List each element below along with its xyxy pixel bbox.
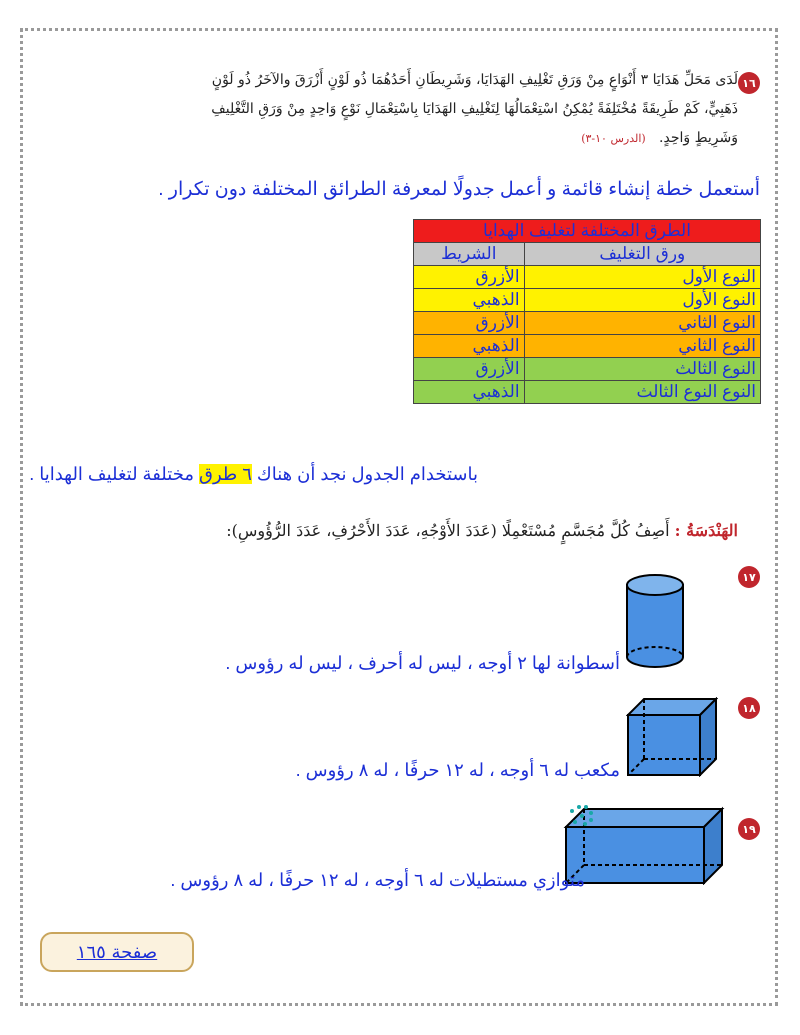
- table-row: [414, 335, 761, 358]
- problem-17-number-badge: ١٧: [738, 566, 760, 588]
- conclusion-highlight: ٦ طرق: [198, 464, 252, 484]
- table-cell-wrap: النوع الثالث: [524, 358, 760, 381]
- wrapping-ways-table: [413, 219, 761, 404]
- geometry-heading: [226, 521, 738, 540]
- cube-icon: [626, 697, 718, 777]
- conclusion-after: مختلفة لتغليف الهدايا .: [29, 464, 194, 484]
- problem-16-line-3-text: وَشَرِيطٍ وَاحِدٍ.: [659, 130, 738, 146]
- table-cell-ribbon: الذهبي: [414, 289, 525, 312]
- table-cell-wrap: النوع الأول: [524, 289, 760, 312]
- problem-18-answer: مكعب له ٦ أوجه ، له ١٢ حرفًا ، له ٨ رؤوس .: [295, 760, 620, 780]
- geometry-label: الهَنْدَسَةُ :: [674, 521, 738, 540]
- geometry-instruction: أَصِفُ كُلَّ مُجَسَّمٍ مُسْتَعْمِلًا (عَدَدَ الأَوْجُهِ، عَدَدَ الأَحْرُفِ، عَدَدَ الرُّؤُوسِ):: [226, 521, 670, 540]
- problem-19-answer: متوازي مستطيلات له ٦ أوجه ، له ١٢ حرفًا ، له ٨ رؤوس .: [170, 870, 585, 890]
- table-row: [414, 312, 761, 335]
- conclusion: [29, 464, 478, 485]
- table-cell-wrap: النوع الأول: [524, 266, 760, 289]
- table-cell-ribbon: الأزرق: [414, 312, 525, 335]
- table-cell-ribbon: الأزرق: [414, 266, 525, 289]
- table-row: [414, 358, 761, 381]
- table-row: [414, 266, 761, 289]
- column-header-wrap: ورق التغليف: [524, 243, 760, 266]
- problem-19-number-badge: ١٩: [738, 818, 760, 840]
- table-cell-ribbon: الذهبي: [414, 381, 525, 404]
- table-cell-wrap: النوع الثاني: [524, 312, 760, 335]
- answer-intro: أستعمل خطة إنشاء قائمة و أعمل جدولًا لمعرفة الطرائق المختلفة دون تكرار .: [158, 179, 760, 200]
- table-cell-ribbon: الأزرق: [414, 358, 525, 381]
- page-number-box: [40, 932, 194, 972]
- lesson-reference: (الدرس ١٠-٣): [581, 132, 646, 145]
- problem-16-text: [98, 66, 738, 153]
- table-cell-wrap: النوع النوع الثالث: [524, 381, 760, 404]
- table-cell-wrap: النوع الثاني: [524, 335, 760, 358]
- table-title: الطرق المختلفة لتغليف الهدايا: [414, 220, 761, 243]
- rectangular-prism-icon: [562, 803, 730, 885]
- conclusion-before: باستخدام الجدول نجد أن هناك: [256, 464, 478, 484]
- cylinder-icon: [624, 572, 686, 670]
- problem-16-number-badge: ١٦: [738, 72, 760, 94]
- problem-17-answer: أسطوانة لها ٢ أوجه ، ليس له أحرف ، ليس له رؤوس .: [225, 653, 620, 673]
- problem-16-line-1: لَدَى مَحَلِّ هَدَايَا ٣ أَنْوَاعٍ مِنْ وَرَقِ تَغْلِيفِ الهَدَايَا، وَشَرِيطَانِ أَحَدُهُمَا ذُو لَوْنٍ أَزْرَقَ والآخَرُ ذُو لَوْنٍ: [211, 72, 738, 88]
- problem-18-number-badge: ١٨: [738, 697, 760, 719]
- problem-16-line-3: [98, 124, 738, 153]
- page-number-label: صفحة ١٦٥: [76, 941, 158, 963]
- table-cell-ribbon: الذهبي: [414, 335, 525, 358]
- problem-16-line-2: ذَهَبِيٍّ، كَمْ طَرِيقَةً مُخْتَلِفَةً يُمْكِنُ اسْتِعْمَالُهَا لِتَغْلِيفِ الهَدَايَا بِاسْتِعْمَالِ نَوْعٍ وَاحِدٍ مِنْ وَرَقِ التَّغْلِيفِ: [211, 101, 738, 117]
- table-row: [414, 289, 761, 312]
- column-header-ribbon: الشريط: [414, 243, 525, 266]
- table-row: [414, 381, 761, 404]
